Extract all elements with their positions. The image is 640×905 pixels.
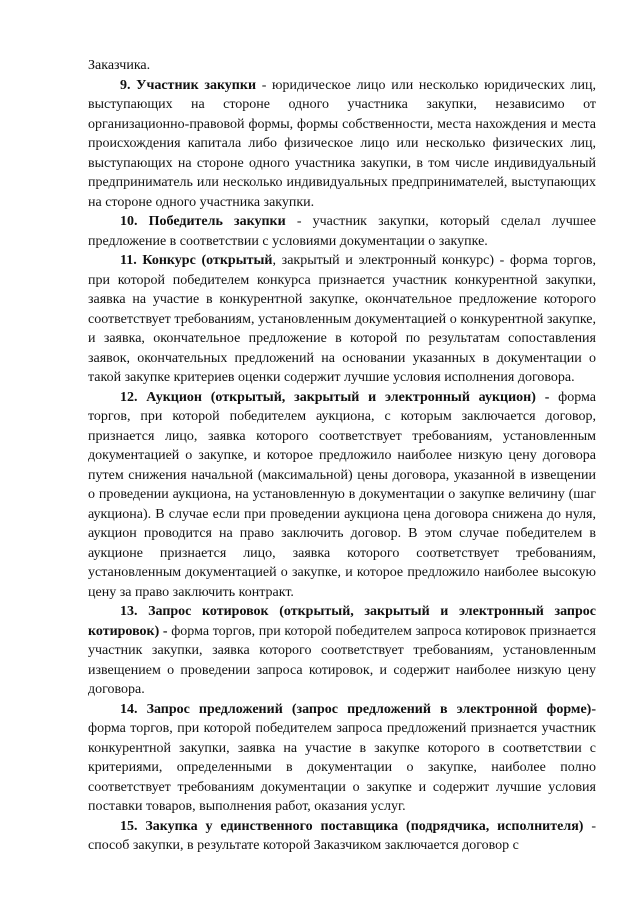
definition-single-supplier xyxy=(88,817,596,856)
term-body: форма торгов, при которой победителем запроса предложений признается участник конкурентной закупки, заявка на участие в закупке которого в соответствии с критериями, определенными в документации о закупке, наиболее полно соответствует требованиям документации о закупке и содержит лучшие условия поставки товаров, выполнения работ, оказания услуг. xyxy=(88,721,596,814)
term-body: , закрытый и электронный конкурс) - форма торгов, при которой победителем конкурса признается участник конкурентной закупки, заявка на участие в конкурентной закупке, окончательное предложение которого соответствует требованиям, установленным документацией о конкурентной закупке, и заявка, окончательное предложение в которой по результатам сопоставления заявок, окончательных предложений на основании указанных в документации о такой закупке критериев оценки содержит лучшие условия исполнения договора. xyxy=(88,253,596,385)
document-page xyxy=(88,56,596,856)
term-heading: 12. Аукцион (открытый, закрытый и электронный аукцион) - xyxy=(120,389,550,405)
term-heading: 14. Запрос предложений (запрос предложений в электронной форме)- xyxy=(120,701,596,717)
term-heading: 13. Запрос котировок (открытый, закрытый и электронный запрос котировок) - xyxy=(88,604,596,639)
term-body: - участник закупки, который сделал лучшее предложение в соответствии с условиями документации о закупке. xyxy=(88,214,596,249)
definition-contest xyxy=(88,251,596,388)
definition-auction xyxy=(88,388,596,603)
term-heading: 11. Конкурс (открытый xyxy=(120,253,273,268)
term-heading: 9. Участник закупки xyxy=(120,77,257,93)
definition-proposal-request xyxy=(88,700,596,817)
definition-quotation-request xyxy=(88,602,596,700)
definition-winner xyxy=(88,212,596,251)
term-body: - способ закупки, в результате которой Заказчиком заключается договор с xyxy=(88,818,596,853)
definition-participant xyxy=(88,76,596,213)
term-body: форма торгов, при которой победителем аукциона, с которым заключается договор, признается лицо, заявка которого соответствует требованиям, установленным документацией о закупке, и которое предложило наиболее низкую цену договора путем снижения начальной (максимальной) цены договора, указанной в извещении о проведении аукциона, на установленную в документации о закупке величину (шаг аукциона). В случае если при проведении аукциона цена договора снижена до нуля, аукцион проводится на право заключить договор. В этом случае победителем в аукционе признается лицо, заявка которого соответствует требованиям, установленным документацией о закупке, и которое предложило наиболее высокую цену за право заключить контракт. xyxy=(88,389,596,600)
term-heading: 15. Закупка у единственного поставщика (подрядчика, исполнителя) xyxy=(120,818,584,834)
term-heading: 10. Победитель закупки xyxy=(120,214,286,229)
term-body: форма торгов, при которой победителем запроса котировок признается участник закупки, заявка которого соответствует требованиям, установленным извещением о проведении запроса котировок, и содержит наиболее низкую цену договора. xyxy=(88,623,596,697)
term-body: - юридическое лицо или несколько юридических лиц, выступающих на стороне одного участника закупки, независимо от организационно-правовой формы, формы собственности, места нахождения и места происхождения капитала либо физическое лицо или несколько физических лиц, выступающих на стороне одного участника закупки, в том числе индивидуальный предприниматель или несколько индивидуальных предпринимателей, выступающих на стороне одного участника закупки. xyxy=(88,77,597,210)
lead-text: Заказчика. xyxy=(88,58,151,73)
